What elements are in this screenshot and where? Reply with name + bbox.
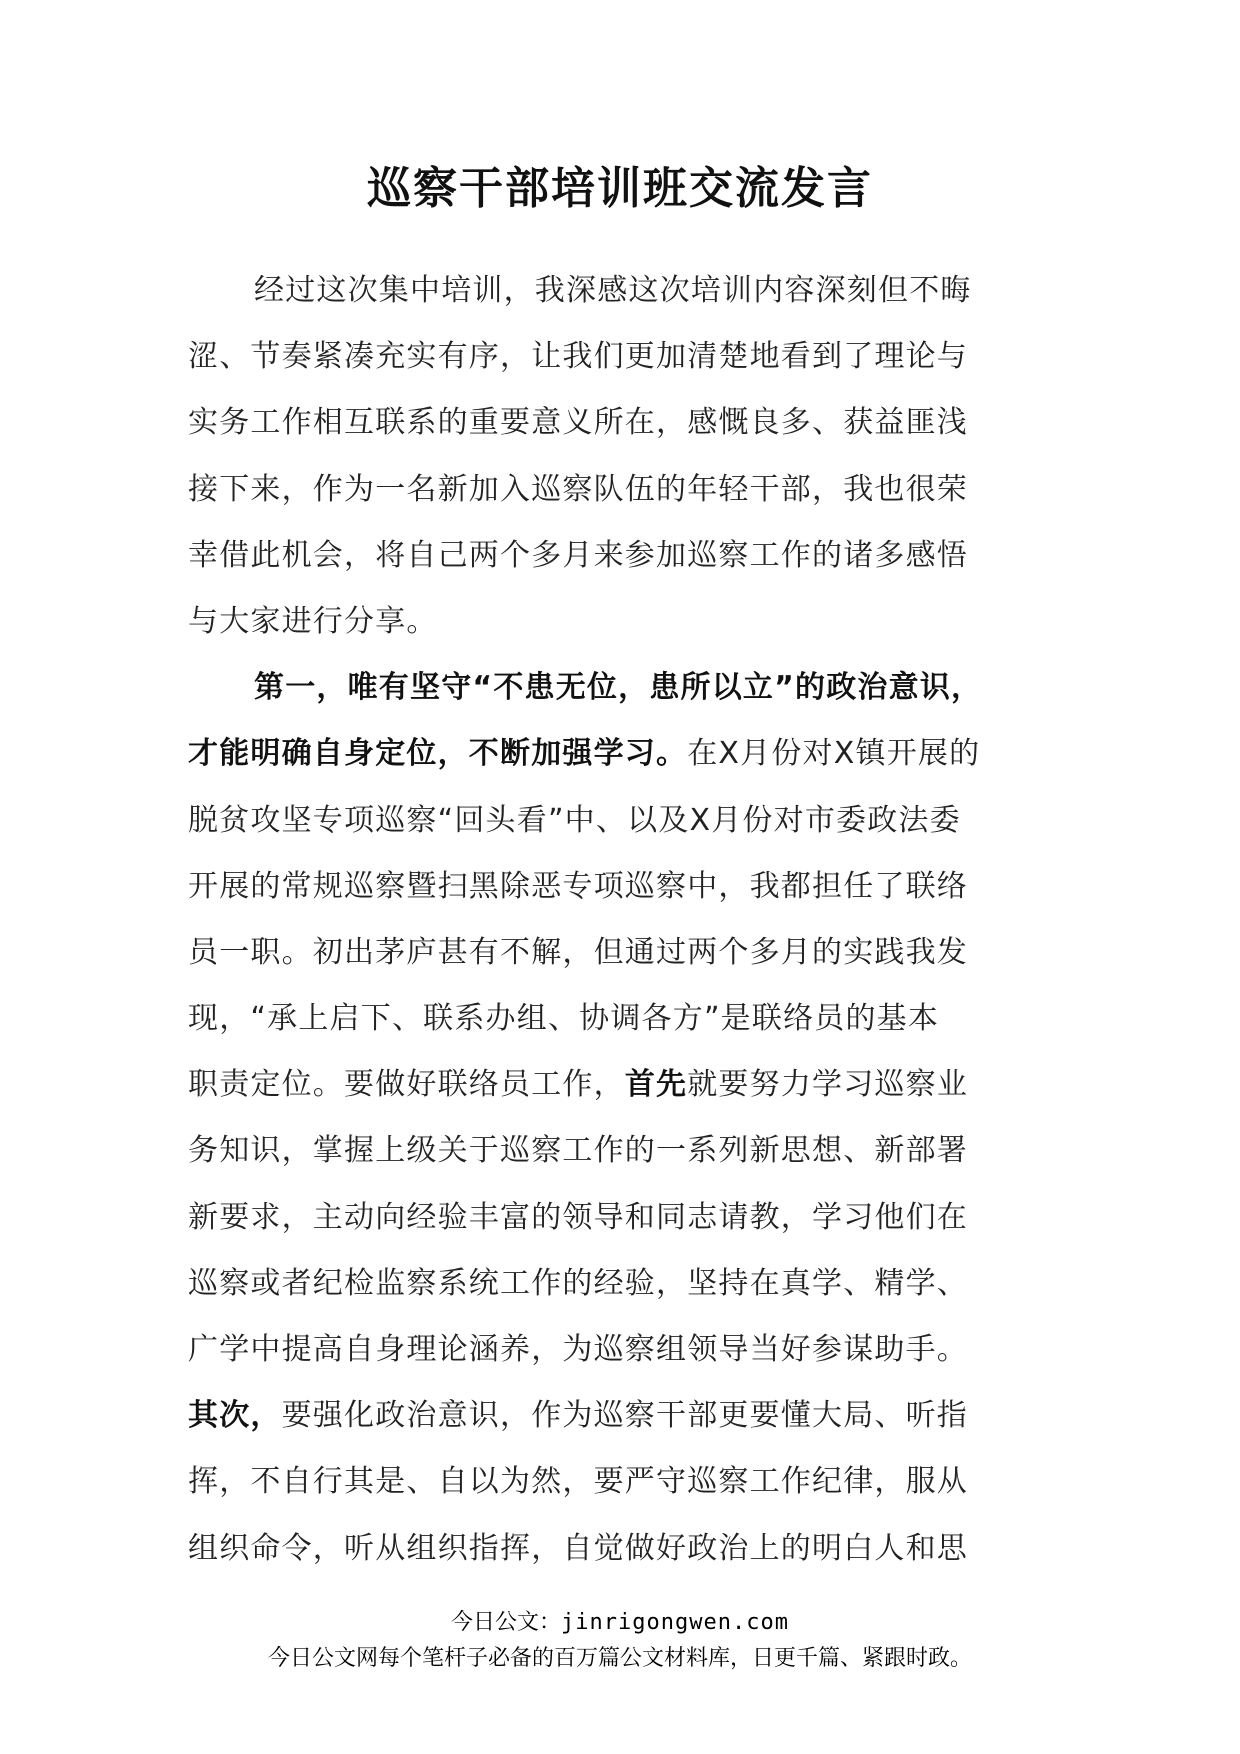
body-text: 员一职。初出茅庐甚有不解，但通过两个多月的实践我发 [188,934,968,970]
document-title: 巡察干部培训班交流发言 [367,163,873,214]
body-line [188,721,1068,787]
body-line [188,457,1068,523]
body-line [188,1516,1068,1582]
footer-tagline: 今日公文网每个笔杆子必备的百万篇公文材料库，日更千篇、紧跟时政。 [267,1646,972,1671]
bold-text: 才能明确自身定位，不断加强学习。 [188,736,688,772]
body-text: 涩、节奏紧凑充实有序，让我们更加清楚地看到了理论与 [188,339,968,375]
body-line [188,1449,1068,1515]
body-line [188,1185,1068,1251]
body-line [188,258,1068,324]
body-text: 务知识，掌握上级关于巡察工作的一系列新思想、新部署 [188,1133,968,1169]
body-line [188,986,1068,1052]
body-text: 脱贫攻坚专项巡察“回头看”中、以及X月份对市委政法委 [188,802,961,838]
body-text: 在X月份对X镇开展的 [687,736,981,772]
body-text: 实务工作相互联系的重要意义所在，感慨良多、获益匪浅 [188,405,968,441]
document-body [188,258,1068,1582]
body-line [188,1118,1068,1184]
body-text: 经过这次集中培训，我深感这次培训内容深刻但不晦 [254,273,972,308]
body-text: 新要求，主动向经验丰富的领导和同志请教，学习他们在 [188,1199,968,1235]
body-line [188,920,1068,986]
body-line [188,788,1068,854]
body-text: 接下来，作为一名新加入巡察队伍的年轻干部，我也很荣 [188,471,968,507]
body-text: 要强化政治意识，作为巡察干部更要懂大局、听指 [281,1398,969,1434]
body-line [188,1383,1068,1449]
body-text: 挥，不自行其是、自以为然，要严守巡察工作纪律，服从 [188,1464,968,1500]
body-text: 巡察或者纪检监察系统工作的经验，坚持在真学、精学、 [188,1265,968,1301]
body-text: 广学中提高自身理论涵养，为巡察组领导当好参谋助手。 [188,1332,968,1367]
bold-text: 其次， [188,1398,282,1434]
body-text: 与大家进行分享。 [188,603,438,639]
body-line [188,1317,1068,1383]
footer-site-label: 今日公文： [451,1610,562,1635]
body-line [188,324,1068,390]
body-text: 幸借此机会，将自己两个多月来参加巡察工作的诸多感悟 [188,537,968,573]
body-line [188,1251,1068,1317]
footer-site [0,1605,1240,1636]
body-line [188,655,1068,721]
body-line [188,1052,1068,1118]
body-text: 开展的常规巡察暨扫黑除恶专项巡察中，我都担任了联络 [188,868,968,904]
body-text: 现，“承上启下、联系办组、协调各方”是联络员的基本 [188,1001,940,1037]
body-text: 组织命令，听从组织指挥，自觉做好政治上的明白人和思 [188,1530,968,1566]
body-line [188,854,1068,920]
body-line [188,589,1068,655]
bold-text: 第一，唯有坚守“不患无位，患所以立”的政治意识， [254,670,983,706]
body-text: 就要努力学习巡察业 [687,1067,969,1103]
body-text: 职责定位。要做好联络员工作， [188,1067,625,1103]
body-line [188,523,1068,589]
body-line [188,390,1068,456]
bold-text: 首先 [624,1067,688,1103]
footer-site-url[interactable]: jinrigongwen.com [561,1610,789,1635]
